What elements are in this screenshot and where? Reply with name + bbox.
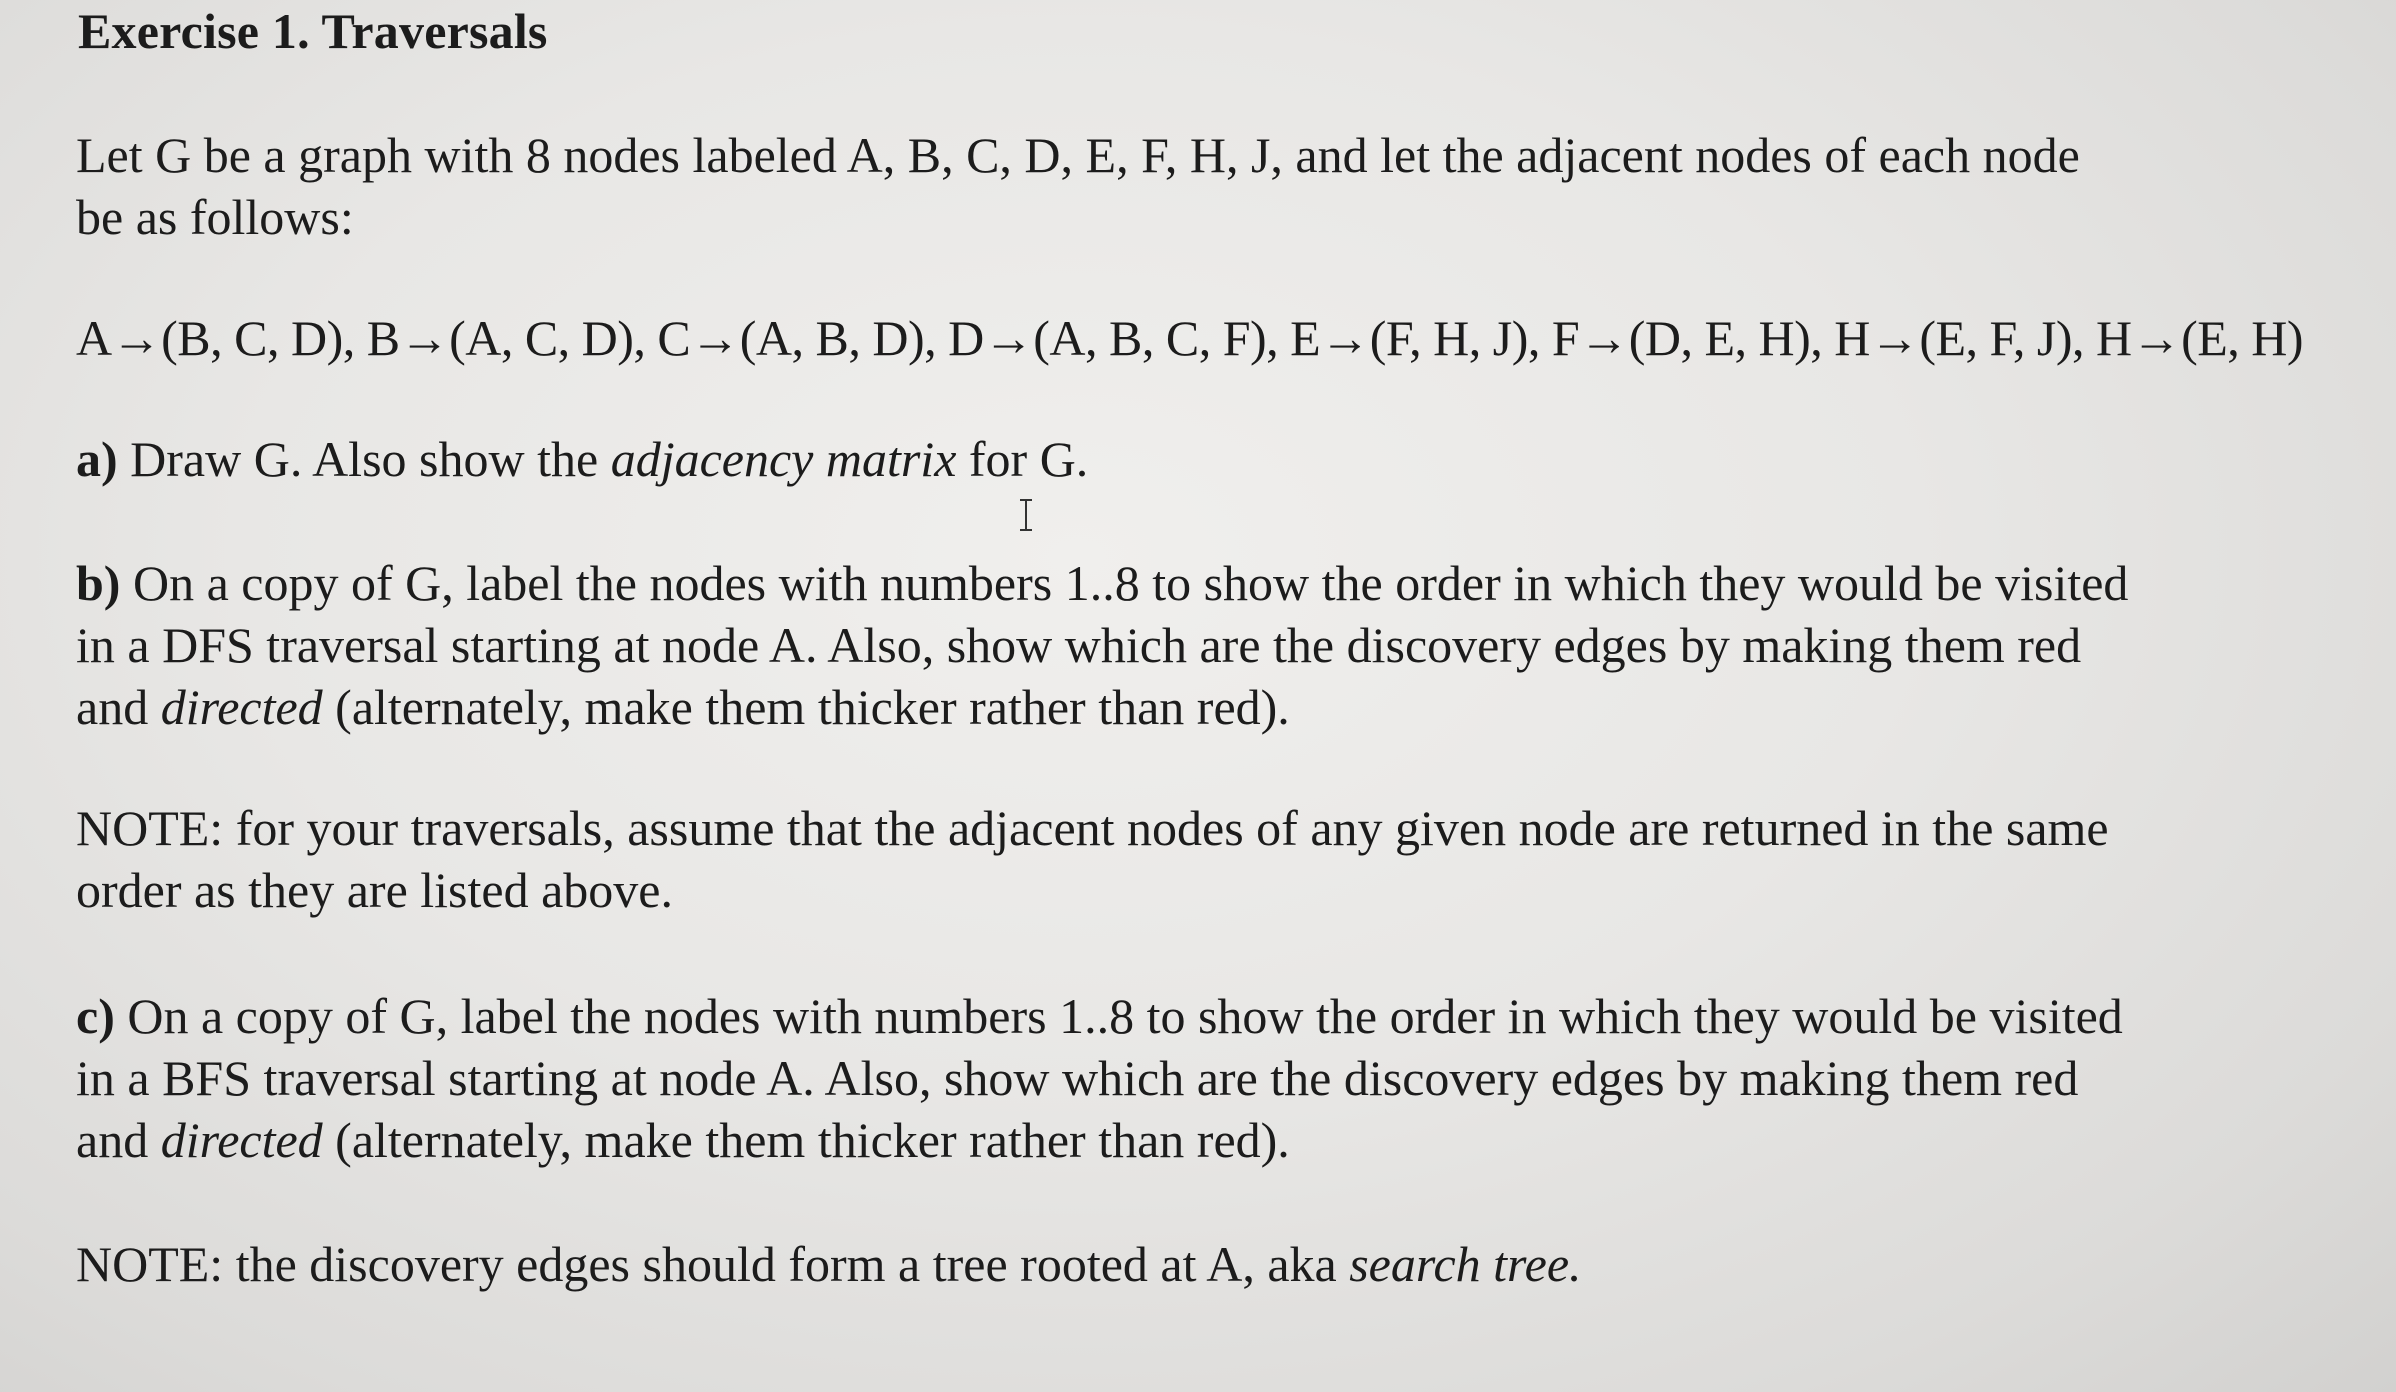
intro-paragraph <box>76 124 2366 248</box>
part-c <box>76 985 2366 1171</box>
part-a-emphasis: adjacency matrix <box>610 431 957 487</box>
part-c-line-3-post: (alternately, make them thicker rather than red). <box>322 1112 1290 1168</box>
part-b-line-1 <box>76 552 2366 614</box>
note-2-text: NOTE: the discovery edges should form a tree rooted at A, aka <box>76 1236 1350 1292</box>
part-c-line-2: in a BFS traversal starting at node A. Also, show which are the discovery edges by making them red <box>76 1050 2079 1106</box>
note-1-line-1: NOTE: for your traversals, assume that the adjacent nodes of any given node are returned in the same <box>76 800 2109 856</box>
part-a-label: a) <box>76 431 118 487</box>
part-c-text-1: On a copy of G, label the nodes with numbers 1..8 to show the order in which they would be visited <box>114 988 2123 1044</box>
text-cursor-icon <box>1016 498 1036 532</box>
part-b-line-2: in a DFS traversal starting at node A. Also, show which are the discovery edges by making them red <box>76 617 2082 673</box>
note-2-emphasis: search tree. <box>1349 1236 1582 1292</box>
part-a-text-2: for G. <box>956 431 1089 487</box>
exercise-title: Exercise 1. Traversals <box>78 3 548 59</box>
part-a-text-1: Draw G. Also show the <box>117 431 611 487</box>
part-b-line-3 <box>76 676 2366 738</box>
intro-line-1: Let G be a graph with 8 nodes labeled A, B, C, D, E, F, H, J, and let the adjacent nodes of each node <box>76 127 2080 183</box>
part-c-emphasis: directed <box>160 1112 323 1168</box>
part-c-line-1 <box>76 985 2366 1047</box>
part-a <box>76 428 2366 490</box>
intro-line-2: be as follows: <box>76 189 354 245</box>
part-c-label: c) <box>76 988 115 1044</box>
part-b-line-3-post: (alternately, make them thicker rather than red). <box>322 679 1290 735</box>
part-b-line-3-pre: and <box>76 679 161 735</box>
adjacency-list: A→(B, C, D), B→(A, C, D), C→(A, B, D), D→(A, B, C, F), E→(F, H, J), F→(D, E, H), H→(E, F, J), H→(E, H) <box>76 310 2304 366</box>
part-c-line-3-pre: and <box>76 1112 161 1168</box>
part-b <box>76 552 2366 738</box>
part-c-line-3 <box>76 1109 2366 1171</box>
part-b-label: b) <box>76 555 121 611</box>
note-2 <box>76 1233 2366 1295</box>
part-b-text-1: On a copy of G, label the nodes with numbers 1..8 to show the order in which they would be visited <box>120 555 2129 611</box>
part-b-emphasis: directed <box>160 679 323 735</box>
note-1-line-2: order as they are listed above. <box>76 862 673 918</box>
note-1 <box>76 797 2366 921</box>
